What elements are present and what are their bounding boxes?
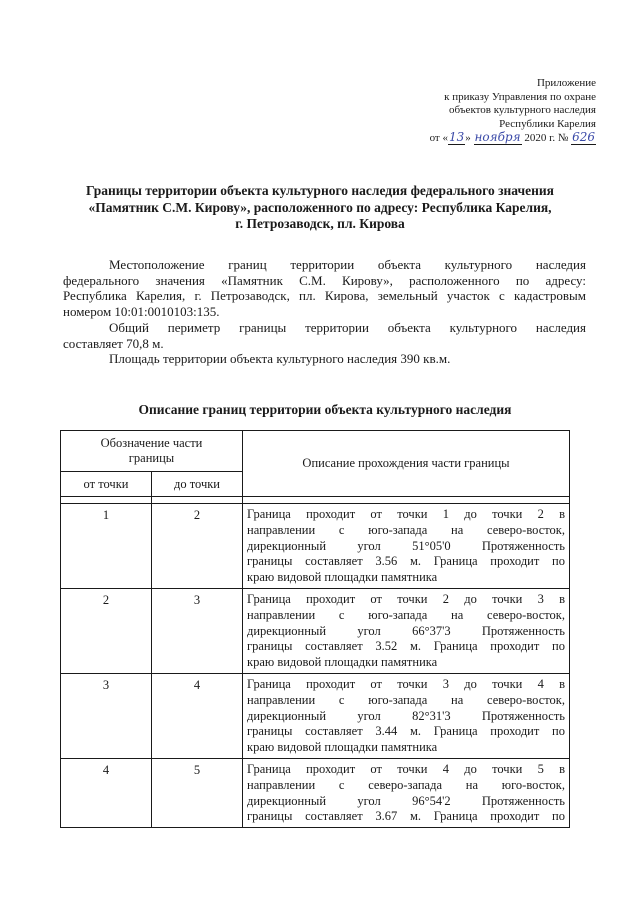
segment-description [243, 758, 570, 827]
location-line-2: федерального значения «Памятник С.М. Кирову», расположенного по адресу: [63, 272, 586, 288]
segment-description [243, 504, 570, 589]
appendix-agency: объектов культурного наследия [449, 104, 596, 116]
appendix-order-ref: к приказу Управления по охране [444, 90, 596, 103]
table-header-row [61, 431, 570, 472]
table-row [61, 673, 570, 758]
desc-line: краю видовой площадки памятника [247, 740, 438, 755]
title-line-2: «Памятник С.М. Кирову», расположенного по адресу: Республика Карелия, [88, 199, 552, 215]
table-title: Описание границ территории объекта культурного наследия [138, 402, 512, 417]
perimeter-line-1: Общий периметр границы территории объекта культурного наследия [109, 320, 586, 335]
desc-line: границы составляет 3.67 м. Граница проходит по [247, 809, 565, 824]
location-paragraph [63, 257, 586, 319]
from-point: 2 [61, 588, 152, 673]
to-point: 5 [152, 758, 243, 827]
desc-line: дирекционный угол 96°54'2 Протяженность [247, 793, 565, 808]
to-point: 4 [152, 673, 243, 758]
desc-line: направлении с северо-запада на юго-восток, [247, 777, 565, 792]
to-point: 2 [152, 504, 243, 589]
appendix-block [336, 77, 596, 146]
desc-line: Граница проходит от точки 2 до точки 3 в [247, 591, 565, 606]
desc-line: Граница проходит от точки 4 до точки 5 в [247, 761, 565, 776]
table-row [61, 504, 570, 589]
date-day: 13 [449, 130, 465, 144]
desc-line: границы составляет 3.44 м. Граница проходит по [247, 724, 565, 739]
header-group-line-1: Обозначение части [100, 436, 203, 450]
desc-line: дирекционный угол 66°37'3 Протяженность [247, 623, 565, 638]
desc-line: дирекционный угол 82°31'3 Протяженность [247, 708, 565, 723]
header-description: Описание прохождения части границы [243, 431, 570, 497]
table-gap-row [61, 497, 570, 504]
appendix-date-line [336, 131, 596, 146]
boundary-table [60, 430, 570, 828]
desc-line: Граница проходит от точки 3 до точки 4 в [247, 676, 565, 691]
from-point: 4 [61, 758, 152, 827]
desc-line: краю видовой площадки памятника [247, 570, 438, 585]
perimeter-paragraph [63, 320, 586, 351]
desc-line: направлении с юго-запада на северо-восток, [247, 607, 565, 622]
desc-line: направлении с юго-запада на северо-восток, [247, 522, 565, 537]
to-point: 3 [152, 588, 243, 673]
desc-line: краю видовой площадки памятника [247, 655, 438, 670]
header-to-point: до точки [152, 472, 243, 497]
header-from-point: от точки [61, 472, 152, 497]
segment-description [243, 588, 570, 673]
desc-line: границы составляет 3.56 м. Граница проходит по [247, 554, 565, 569]
date-mid: » [465, 132, 474, 144]
header-segment-designation [61, 431, 243, 472]
desc-line: направлении с юго-запада на северо-восток, [247, 692, 565, 707]
table-row [61, 758, 570, 827]
location-line-1: Местоположение границ территории объекта культурного наследия [109, 257, 586, 272]
from-point: 3 [61, 673, 152, 758]
date-prefix: от « [429, 132, 448, 144]
order-number: 626 [572, 130, 595, 144]
desc-line: дирекционный угол 51°05'0 Протяженность [247, 538, 565, 553]
appendix-region: Республики Карелия [499, 117, 596, 130]
document-title [70, 183, 570, 233]
table-row [61, 588, 570, 673]
date-year: 2020 г. № [521, 132, 572, 144]
date-month: ноября [474, 130, 521, 144]
from-point: 1 [61, 504, 152, 589]
segment-description [243, 673, 570, 758]
header-group-line-2: границы [128, 451, 175, 465]
title-line-3: г. Петрозаводск, пл. Кирова [235, 216, 405, 231]
area-paragraph: Площадь территории объекта культурного наследия 390 кв.м. [109, 351, 451, 366]
desc-line: Граница проходит от точки 1 до точки 2 в [247, 507, 565, 521]
perimeter-line-2: составляет 70,8 м. [63, 335, 164, 351]
title-line-1: Границы территории объекта культурного наследия федерального значения [86, 183, 554, 198]
desc-line: границы составляет 3.52 м. Граница проходит по [247, 639, 565, 654]
location-line-4: номером 10:01:0010103:135. [63, 303, 220, 319]
appendix-label: Приложение [536, 77, 596, 89]
location-line-3: Республика Карелия, г. Петрозаводск, пл. Кирова, земельный участок с кадастровым [63, 288, 586, 303]
